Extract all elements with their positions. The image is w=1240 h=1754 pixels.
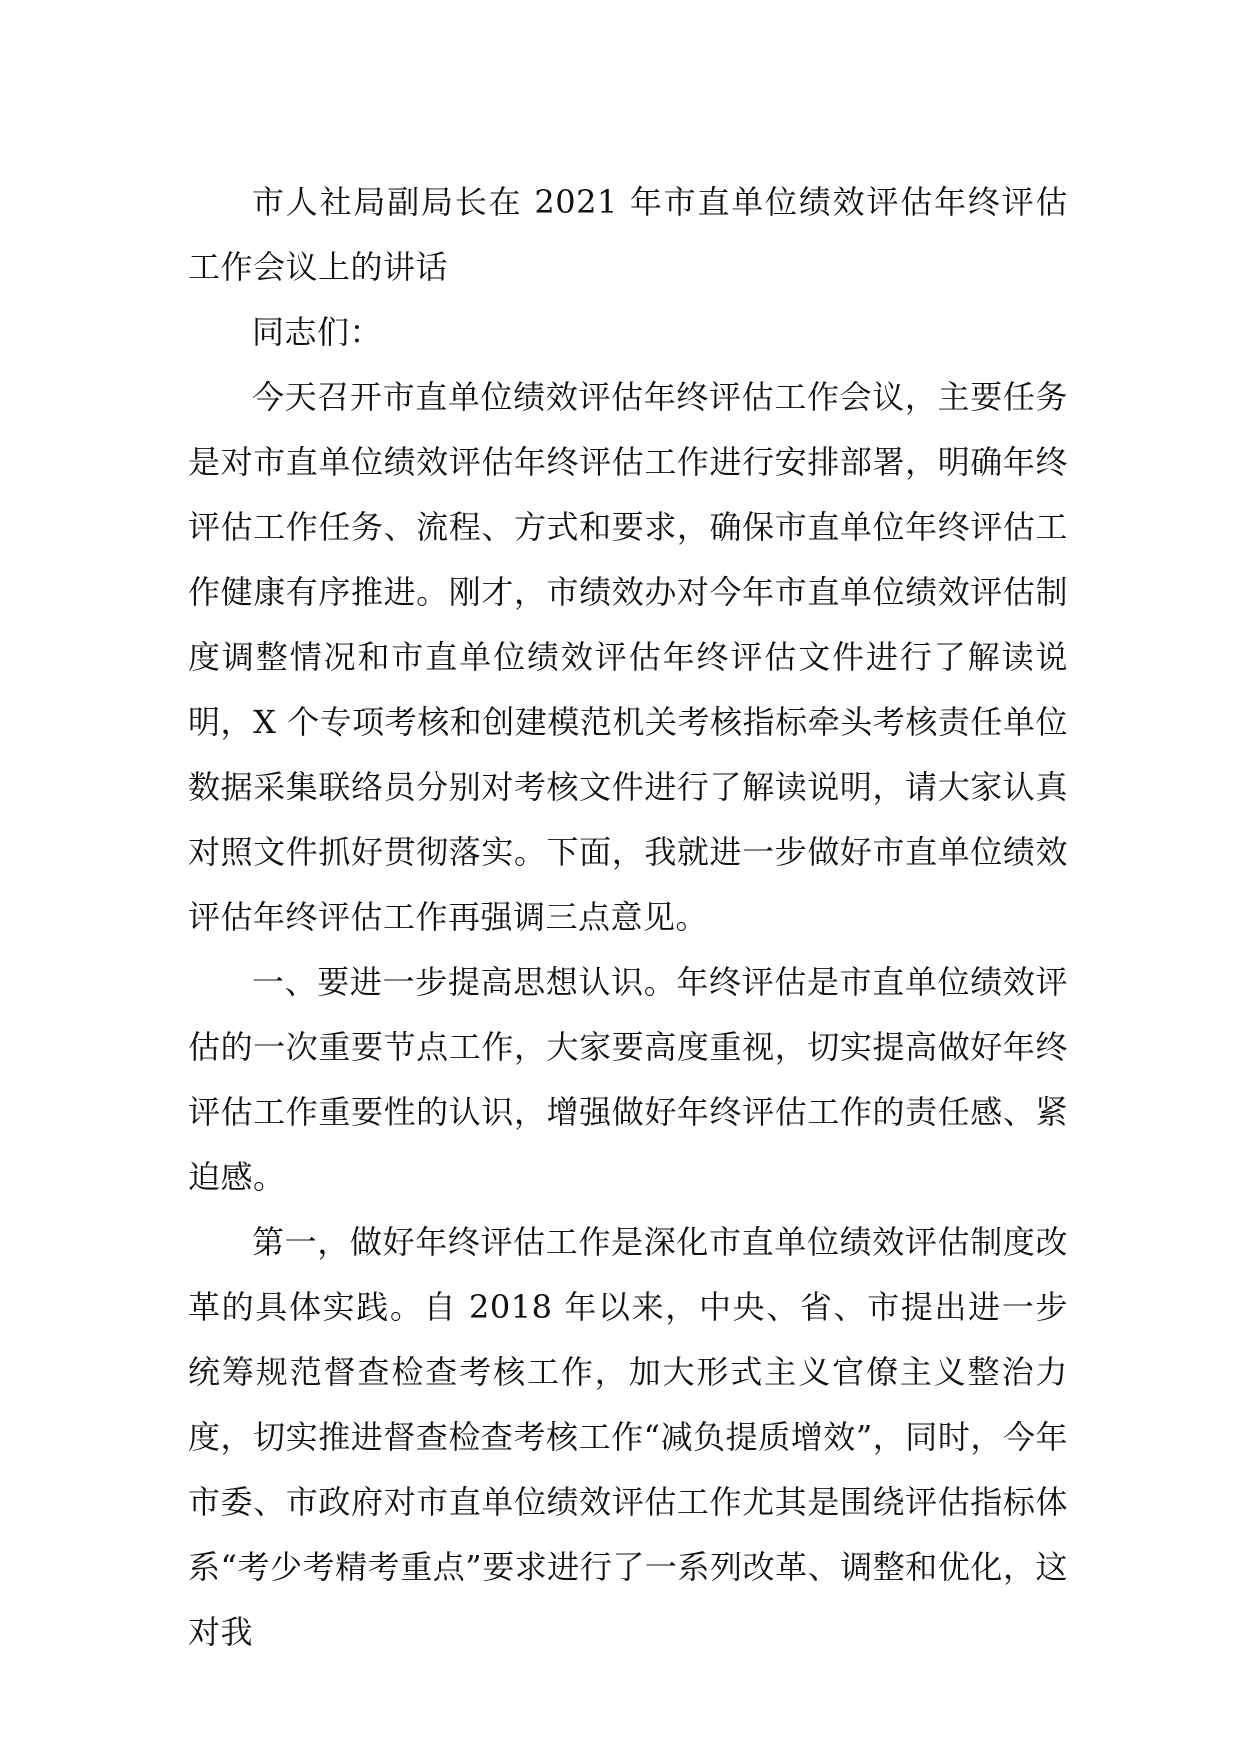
paragraph-point-one: 一、要进一步提高思想认识。年终评估是市直单位绩效评估的一次重要节点工作，大家要高度重视，切实提高做好年终评估工作重要性的认识，增强做好年终评估工作的责任感、紧迫感。 <box>188 963 1068 1196</box>
document-title: 市人社局副局长在 2021 年市直单位绩效评估年终评估 工作会议上的讲话 <box>188 183 1068 286</box>
paragraph-first-item: 第一，做好年终评估工作是深化市直单位绩效评估制度改革的具体实践。自 2018 年以来，中央、省、市提出进一步统筹规范督查检查考核工作，加大形式主义官僚主义整治力度，切实推进督查检查考核工作“减负提质增效”，同时，今年市委、市政府对市直单位绩效评估工作尤其是围绕评估指标体系“考少考精考重点”要求进行了一系列改革、调整和优化，这对我 <box>188 1223 1068 1651</box>
document-body <box>188 170 1068 1665</box>
paragraph-intro: 今天召开市直单位绩效评估年终评估工作会议，主要任务是对市直单位绩效评估年终评估工作进行安排部署，明确年终评估工作任务、流程、方式和要求，确保市直单位年终评估工作健康有序推进。刚才，市绩效办对今年市直单位绩效评估制度调整情况和市直单位绩效评估年终评估文件进行了解读说明，X 个专项考核和创建模范机关考核指标牵头考核责任单位数据采集联络员分别对考核文件进行了解读说明，请大家认真对照文件抓好贯彻落实。下面，我就进一步做好市直单位绩效评估年终评估工作再强调三点意见。 <box>188 378 1068 936</box>
salutation: 同志们： <box>252 313 383 351</box>
